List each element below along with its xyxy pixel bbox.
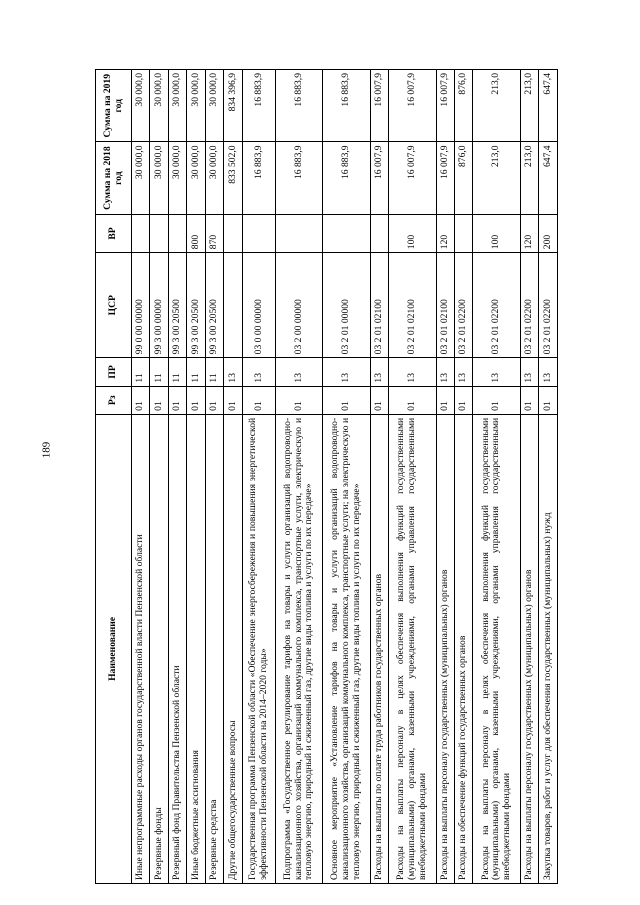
cell-sum-2018: 30 000,0: [132, 142, 150, 214]
cell-pr: 13: [539, 358, 558, 386]
cell-vr: [132, 214, 150, 252]
cell-csr: 03 2 01 02100: [436, 253, 454, 358]
cell-sum-2019: 30 000,0: [187, 70, 205, 142]
cell-csr: 03 2 01 02200: [454, 253, 472, 358]
cell-sum-2019: 16 883,9: [242, 70, 275, 142]
rotated-page-content: [95, 69, 558, 884]
header-rz: Рз: [96, 386, 132, 414]
page-number-text: 189: [40, 441, 52, 459]
table-row: [275, 70, 322, 884]
cell-vr: [224, 214, 242, 252]
table-row: [539, 70, 558, 884]
cell-sum-2019: 834 396,9: [224, 70, 242, 142]
cell-pr: 13: [520, 358, 538, 386]
cell-pr: 13: [389, 358, 436, 386]
cell-rz: 01: [132, 386, 150, 414]
cell-name: Расходы на выплаты персоналу в целях обеспечения выполнения функций государственными (муниципальными) органами, казенными учреждениями, органами управления государственными внебюджетными фондами: [389, 414, 436, 883]
header-sum-2018: Сумма на 2018 год: [96, 142, 132, 214]
cell-rz: 01: [473, 386, 520, 414]
cell-rz: 01: [539, 386, 558, 414]
cell-name: Основное мероприятие «Установление тарифов на товары и услуги организаций водопроводно-канализационного хозяйства, организаций коммунального комплекса, транспортные услуги; на электрическую и тепловую энергию, природный и сжиженный газ, другие виды топлива и услуги по их передаче»: [323, 414, 370, 883]
cell-name: Резервный фонд Правительства Пензенской области: [168, 414, 186, 883]
table-row: [168, 70, 186, 884]
cell-sum-2019: 213,0: [520, 70, 538, 142]
cell-pr: 11: [205, 358, 223, 386]
cell-csr: 99 3 00 00000: [150, 253, 168, 358]
cell-sum-2018: 16 007,9: [389, 142, 436, 214]
cell-csr: 03 0 00 00000: [242, 253, 275, 358]
cell-pr: 13: [323, 358, 370, 386]
cell-sum-2019: 30 000,0: [132, 70, 150, 142]
cell-sum-2019: 30 000,0: [168, 70, 186, 142]
cell-csr: [224, 253, 242, 358]
cell-rz: 01: [323, 386, 370, 414]
table-row: [389, 70, 436, 884]
cell-sum-2019: 16 883,9: [323, 70, 370, 142]
table-row: [323, 70, 370, 884]
header-name: Наименование: [96, 414, 132, 883]
cell-sum-2018: 30 000,0: [187, 142, 205, 214]
cell-rz: 01: [242, 386, 275, 414]
cell-rz: 01: [168, 386, 186, 414]
table-body: [132, 70, 558, 884]
table-row: [436, 70, 454, 884]
cell-sum-2018: 16 007,9: [370, 142, 388, 214]
cell-rz: 01: [520, 386, 538, 414]
cell-name: Другие общегосударственные вопросы: [224, 414, 242, 883]
cell-pr: 11: [168, 358, 186, 386]
cell-rz: 01: [187, 386, 205, 414]
cell-pr: 13: [454, 358, 472, 386]
page-number: [34, 435, 58, 465]
cell-csr: 99 0 00 00000: [132, 253, 150, 358]
cell-name: Подпрограмма «Государственное регулирование тарифов на товары и услуги организаций водопроводно-канализационного хозяйства, организаций коммунального комплекса, транспортные услуги, электрическую и тепловую энергию, природный и сжиженный газ, другие виды топлива и услуги по их передаче»: [275, 414, 322, 883]
cell-name: Расходы на выплаты персоналу государственных (муниципальных) органов: [436, 414, 454, 883]
cell-pr: 13: [275, 358, 322, 386]
cell-vr: [150, 214, 168, 252]
cell-sum-2019: 16 007,9: [370, 70, 388, 142]
cell-vr: 200: [539, 214, 558, 252]
cell-name: Иные бюджетные ассигнования: [187, 414, 205, 883]
cell-sum-2019: 16 007,9: [389, 70, 436, 142]
cell-name: Расходы на обеспечение функций государственных органов: [454, 414, 472, 883]
cell-csr: 99 3 00 20500: [205, 253, 223, 358]
cell-pr: 13: [473, 358, 520, 386]
cell-sum-2018: 16 007,9: [436, 142, 454, 214]
header-csr: ЦСР: [96, 253, 132, 358]
cell-csr: 03 2 01 00000: [323, 253, 370, 358]
cell-csr: 03 2 01 02200: [520, 253, 538, 358]
cell-csr: 99 3 00 20500: [187, 253, 205, 358]
budget-table: [95, 69, 558, 884]
cell-sum-2019: 213,0: [473, 70, 520, 142]
cell-rz: 01: [370, 386, 388, 414]
cell-name: Резервные фонды: [150, 414, 168, 883]
cell-sum-2018: 213,0: [473, 142, 520, 214]
cell-sum-2018: 213,0: [520, 142, 538, 214]
cell-sum-2018: 876,0: [454, 142, 472, 214]
cell-sum-2019: 647,4: [539, 70, 558, 142]
table-row: [454, 70, 472, 884]
cell-csr: 03 2 01 02200: [539, 253, 558, 358]
cell-rz: 01: [454, 386, 472, 414]
cell-vr: [168, 214, 186, 252]
cell-name: Расходы на выплаты персоналу в целях обеспечения выполнения функций государственными (муниципальными) органами, казенными учреждениями, органами управления государственными внебюджетными фондами: [473, 414, 520, 883]
cell-sum-2018: 30 000,0: [150, 142, 168, 214]
cell-csr: 99 3 00 20500: [168, 253, 186, 358]
cell-vr: 100: [473, 214, 520, 252]
cell-rz: 01: [224, 386, 242, 414]
cell-pr: 11: [187, 358, 205, 386]
table-row: [520, 70, 538, 884]
cell-sum-2019: 30 000,0: [205, 70, 223, 142]
cell-vr: [242, 214, 275, 252]
cell-vr: [370, 214, 388, 252]
cell-sum-2018: 16 883,9: [242, 142, 275, 214]
table-row: [242, 70, 275, 884]
table-row: [473, 70, 520, 884]
cell-sum-2019: 16 007,9: [436, 70, 454, 142]
cell-rz: 01: [150, 386, 168, 414]
table-row: [205, 70, 223, 884]
cell-csr: 03 2 01 02100: [389, 253, 436, 358]
cell-rz: 01: [436, 386, 454, 414]
cell-sum-2019: 876,0: [454, 70, 472, 142]
cell-sum-2018: 30 000,0: [168, 142, 186, 214]
cell-vr: [454, 214, 472, 252]
cell-sum-2018: 16 883,9: [323, 142, 370, 214]
cell-pr: 11: [150, 358, 168, 386]
cell-rz: 01: [389, 386, 436, 414]
cell-sum-2019: 30 000,0: [150, 70, 168, 142]
cell-csr: 03 2 01 02200: [473, 253, 520, 358]
cell-sum-2018: 647,4: [539, 142, 558, 214]
cell-vr: 870: [205, 214, 223, 252]
cell-pr: 13: [242, 358, 275, 386]
cell-vr: 120: [436, 214, 454, 252]
cell-name: Расходы на выплаты персоналу государственных (муниципальных) органов: [520, 414, 538, 883]
cell-vr: 800: [187, 214, 205, 252]
cell-name: Расходы на выплаты по оплате труда работников государственных органов: [370, 414, 388, 883]
cell-pr: 13: [370, 358, 388, 386]
cell-sum-2018: 30 000,0: [205, 142, 223, 214]
cell-pr: 11: [132, 358, 150, 386]
table-row: [224, 70, 242, 884]
cell-name: Закупка товаров, работ и услуг для обеспечения государственных (муниципальных) нужд: [539, 414, 558, 883]
cell-vr: 100: [389, 214, 436, 252]
header-vr: ВР: [96, 214, 132, 252]
cell-name: Иные непрограммные расходы органов государственной власти Пензенской области: [132, 414, 150, 883]
cell-name: Резервные средства: [205, 414, 223, 883]
cell-rz: 01: [275, 386, 322, 414]
cell-sum-2019: 16 883,9: [275, 70, 322, 142]
cell-csr: 03 2 00 00000: [275, 253, 322, 358]
table-row: [132, 70, 150, 884]
cell-vr: [275, 214, 322, 252]
cell-vr: [323, 214, 370, 252]
header-pr: ПР: [96, 358, 132, 386]
cell-rz: 01: [205, 386, 223, 414]
cell-name: Государственная программа Пензенской области «Обеспечение энергосбережения и повышения энергетической эффективности Пензенской области на 2014–2020 годы»: [242, 414, 275, 883]
table-row: [187, 70, 205, 884]
cell-pr: 13: [224, 358, 242, 386]
cell-csr: 03 2 01 02100: [370, 253, 388, 358]
table-row: [150, 70, 168, 884]
table-header-row: [96, 70, 132, 884]
cell-vr: 120: [520, 214, 538, 252]
cell-sum-2018: 16 883,9: [275, 142, 322, 214]
cell-pr: 13: [436, 358, 454, 386]
table-row: [370, 70, 388, 884]
cell-sum-2018: 833 502,0: [224, 142, 242, 214]
header-sum-2019: Сумма на 2019 год: [96, 70, 132, 142]
